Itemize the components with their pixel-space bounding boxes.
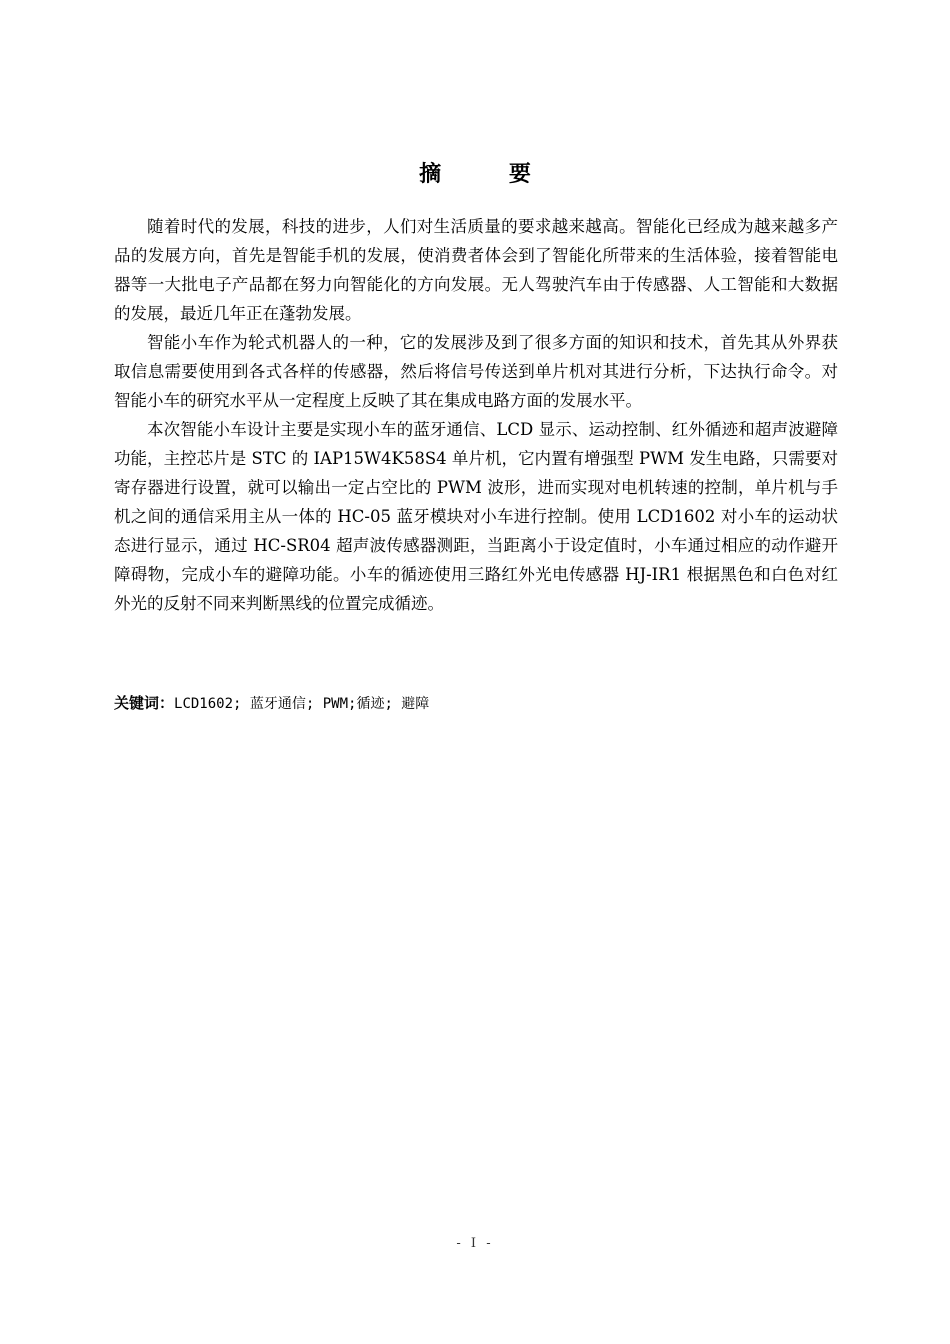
abstract-paragraph-1: 随着时代的发展，科技的进步，人们对生活质量的要求越来越高。智能化已经成为越来越多产品的发展方向，首先是智能手机的发展，使消费者体会到了智能化所带来的生活体验，接着智能电器等一大批电子产品都在努力向智能化的方向发展。无人驾驶汽车由于传感器、人工智能和大数据的发展，最近几年正在蓬勃发展。 bbox=[114, 217, 838, 323]
keywords-text: LCD1602; 蓝牙通信; PWM;循迹; 避障 bbox=[174, 696, 430, 712]
abstract-paragraph-2: 智能小车作为轮式机器人的一种，它的发展涉及到了很多方面的知识和技术，首先其从外界获取信息需要使用到各式各样的传感器，然后将信号传送到单片机对其进行分析，下达执行命令。对智能小车的研究水平从一定程度上反映了其在集成电路方面的发展水平。 bbox=[114, 333, 838, 410]
abstract-body bbox=[114, 212, 838, 618]
keywords-label: 关键词： bbox=[114, 694, 175, 712]
page-number: - I - bbox=[456, 1236, 494, 1251]
page-title: 摘 要 bbox=[419, 162, 561, 187]
keywords-line bbox=[114, 690, 838, 717]
abstract-paragraph-3: 本次智能小车设计主要是实现小车的蓝牙通信、LCD 显示、运动控制、红外循迹和超声波避障功能，主控芯片是 STC 的 IAP15W4K58S4 单片机，它内置有增强型 PWM 发生电路，只需要对寄存器进行设置，就可以输出一定占空比的 PWM 波形，进而实现对电机转速的控制，单片机与手机之间的通信采用主从一体的 HC-05 蓝牙模块对小车进行控制。使用 LCD1602 对小车的运动状态进行显示，通过 HC-SR04 超声波传感器测距，当距离小于设定值时，小车通过相应的动作避开障碍物，完成小车的避障功能。小车的循迹使用三路红外光电传感器 HJ-IR1 根据黑色和白色对红外光的反射不同来判断黑线的位置完成循迹。 bbox=[114, 420, 838, 613]
